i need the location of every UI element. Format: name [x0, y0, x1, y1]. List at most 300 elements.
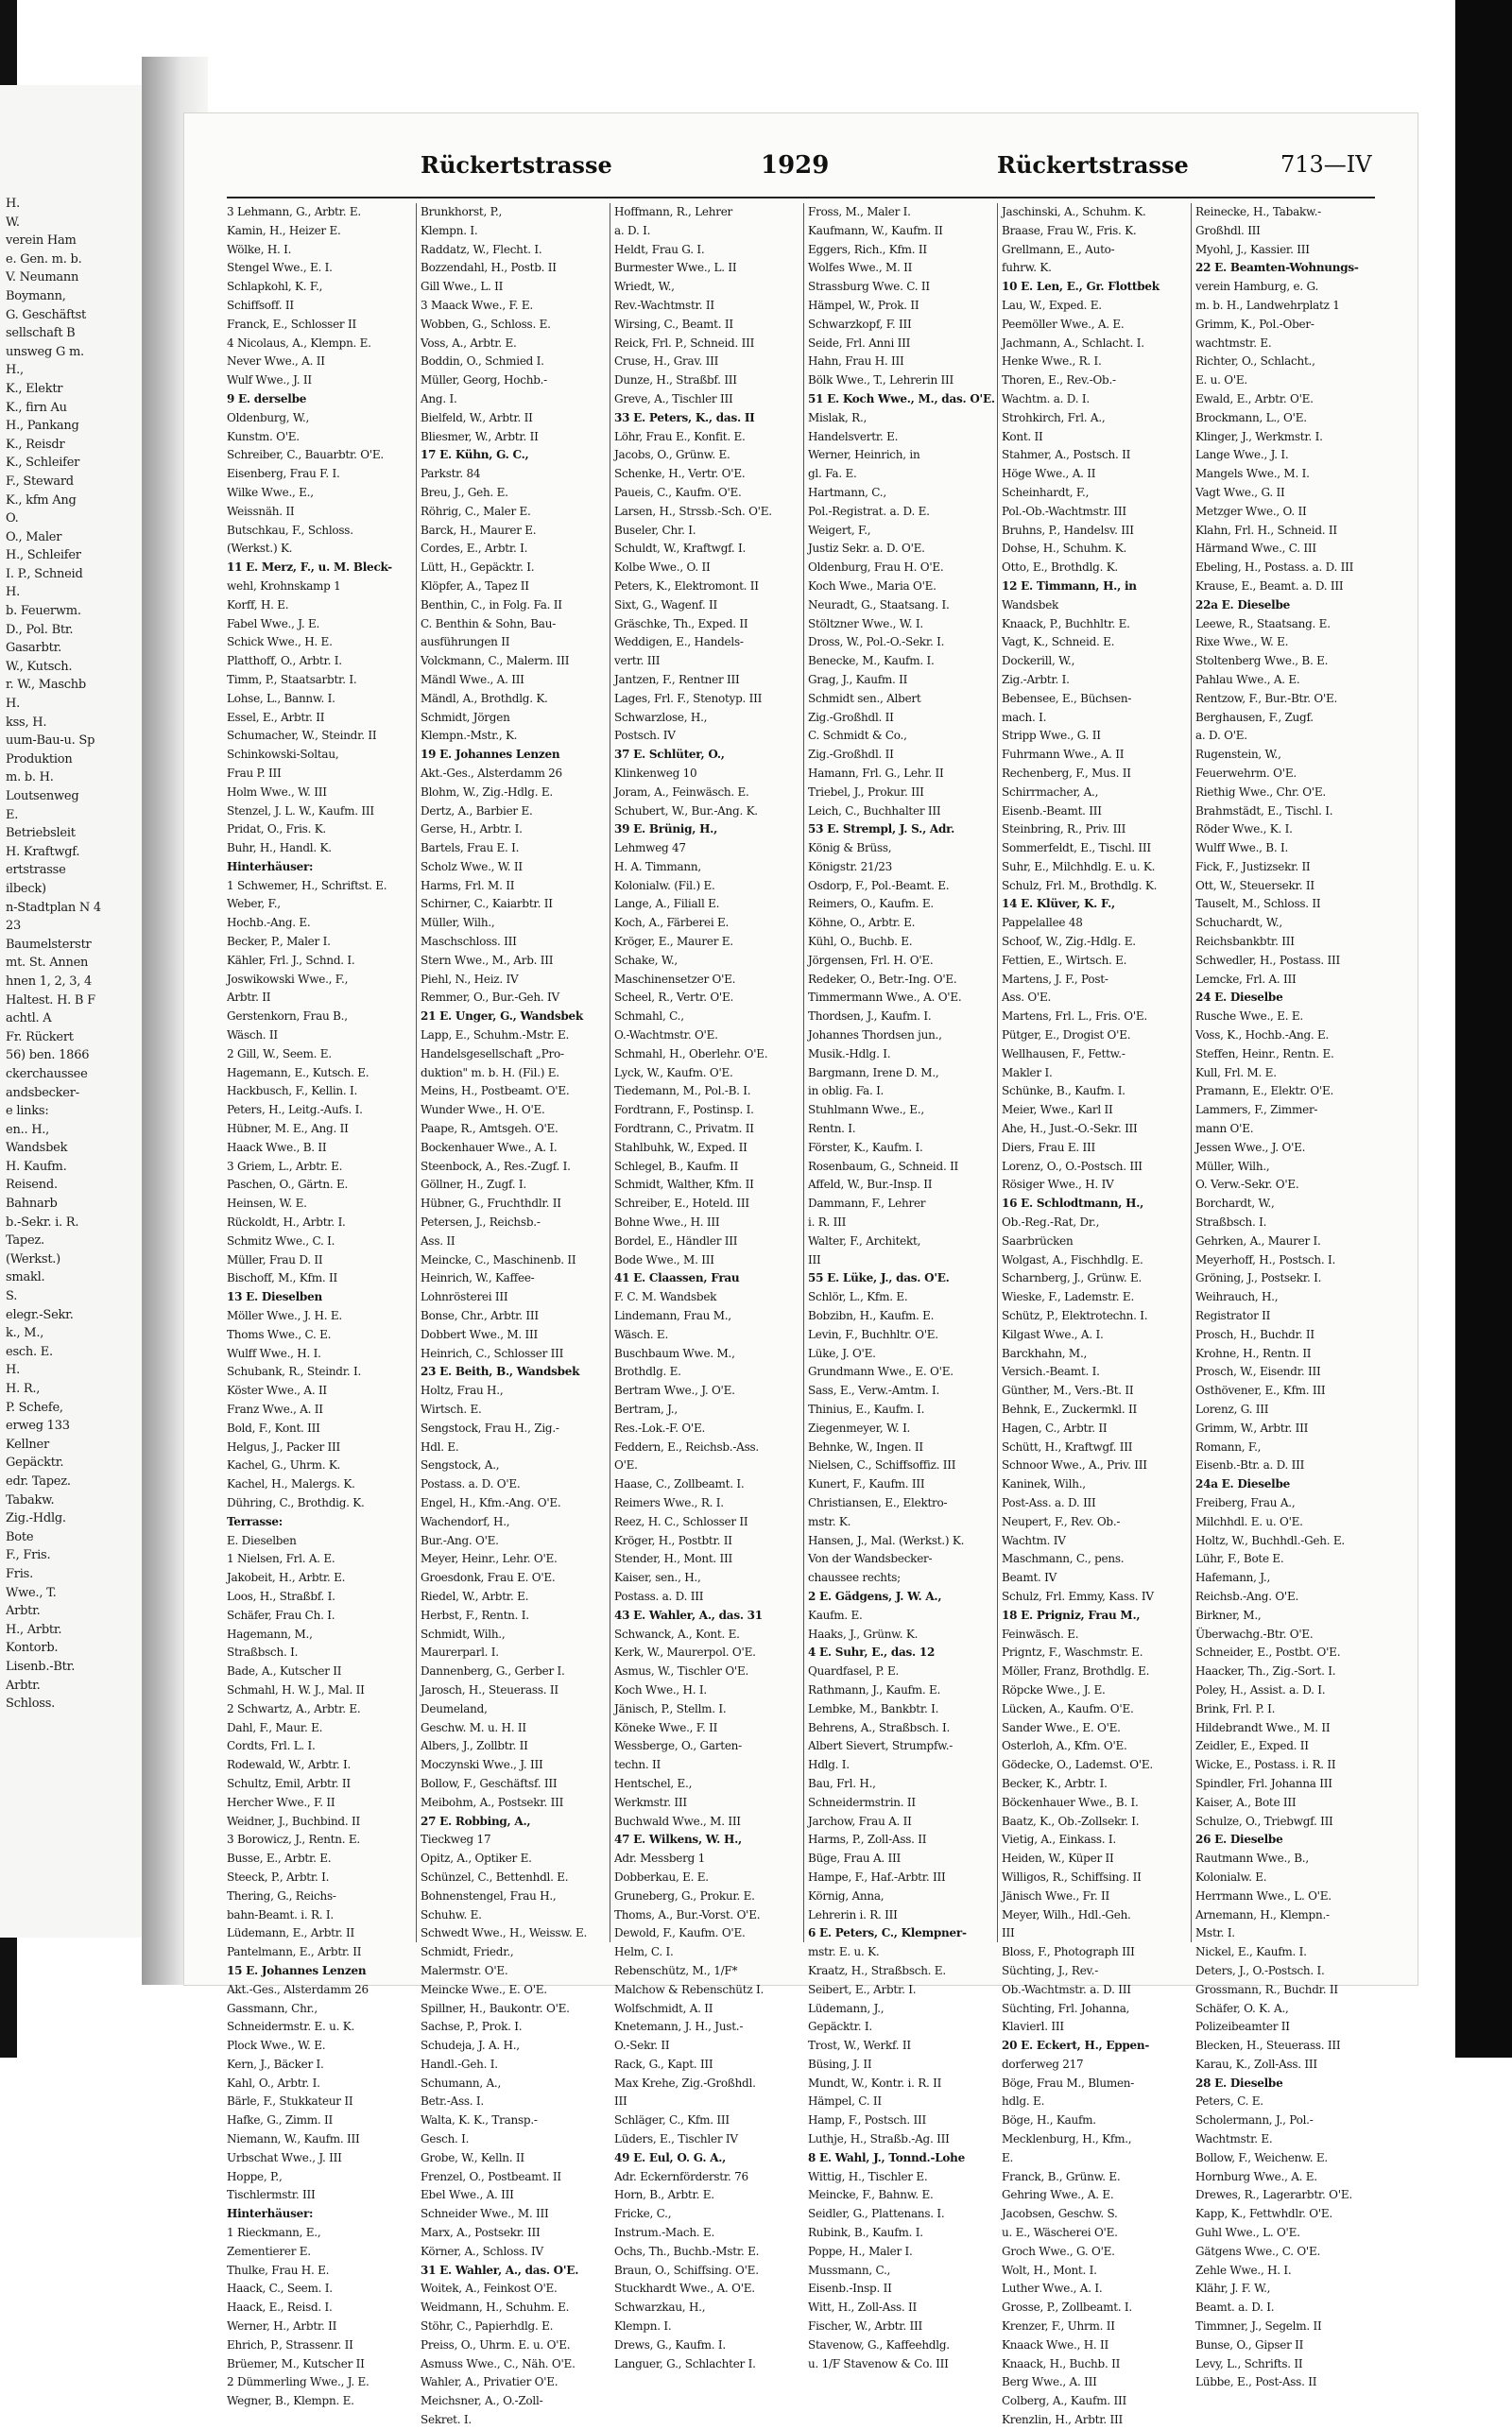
- directory-entry: Sander Wwe., E. O'E.: [1002, 1720, 1121, 1734]
- directory-entry: Diers, Frau E. III: [1002, 1140, 1095, 1154]
- directory-entry: Jänisch, P., Stellm. I.: [614, 1701, 727, 1715]
- directory-entry: 27 E. Robbing, A.,: [421, 1814, 531, 1828]
- directory-entry: Rentzow, F., Bur.-Btr. O'E.: [1195, 691, 1338, 705]
- left-page-line: unsweg G m.: [6, 344, 84, 359]
- directory-entry: Lemcke, Frl. A. III: [1195, 972, 1297, 986]
- directory-entry: Schäfer, Frau Ch. I.: [227, 1608, 335, 1622]
- directory-entry: Vagt, K., Schneid. E.: [1002, 635, 1115, 649]
- directory-entry: Haack, C., Seem. I.: [227, 2282, 333, 2296]
- directory-entry: Klinkenweg 10: [614, 766, 697, 780]
- directory-entry: Weidmann, H., Schuhm. E.: [421, 2301, 570, 2315]
- column-5: [1002, 203, 1186, 2427]
- directory-entry: Burmester Wwe., L. II: [614, 261, 737, 275]
- directory-entry: Tauselt, M., Schloss. II: [1195, 897, 1321, 911]
- directory-entry: Schwarzkau, H.,: [614, 2301, 706, 2315]
- directory-entry: Bozzendahl, H., Postb. II: [421, 261, 557, 275]
- directory-entry: Müller, Frau D. II: [227, 1252, 323, 1267]
- directory-entry: Wriedt, W.,: [614, 280, 675, 294]
- directory-entry: Kaufm. E.: [808, 1608, 863, 1622]
- directory-entry: Nielsen, C., Schiffsoffiz. III: [808, 1458, 956, 1473]
- directory-entry: Post-Ass. a. D. III: [1002, 1495, 1096, 1509]
- directory-entry: Kahl, O., Arbtr. I.: [227, 2076, 320, 2090]
- directory-entry: Wegner, B., Klempn. E.: [227, 2394, 354, 2408]
- directory-entry: dorferweg 217: [1002, 2057, 1084, 2071]
- directory-entry: Volckmann, C., Malerm. III: [421, 654, 570, 668]
- directory-entry: Handelsgesellschaft „Pro-: [421, 1046, 564, 1060]
- directory-entry: 1 Nielsen, Frl. A. E.: [227, 1552, 335, 1566]
- directory-entry: Reichsbankbtr. III: [1195, 935, 1295, 949]
- directory-entry: Stavenow, G., Kaffeehdlg.: [808, 2337, 950, 2352]
- directory-entry: Schneidermstr. E. u. K.: [227, 2020, 355, 2034]
- directory-entry: Cruse, H., Grav. III: [614, 354, 719, 369]
- left-page-line: H.: [6, 697, 20, 712]
- directory-entry: Berghausen, F., Zugf.: [1195, 710, 1314, 724]
- directory-entry: Voss, K., Hochb.-Ang. E.: [1195, 1028, 1330, 1043]
- directory-entry: Schirner, C., Kaiarbtr. II: [421, 897, 553, 911]
- directory-entry: Schmahl, C.,: [614, 1009, 684, 1024]
- directory-entry: Gehring Wwe., A. E.: [1002, 2188, 1114, 2202]
- left-page-line: I. P., Schneid: [6, 566, 83, 581]
- directory-entry: Schneider, E., Postbt. O'E.: [1195, 1646, 1341, 1660]
- directory-entry: Meincke, F., Bahnw. E.: [808, 2188, 934, 2202]
- left-page-line: Schloss.: [6, 1697, 56, 1712]
- directory-entry: Hartmann, C.,: [808, 485, 886, 499]
- directory-entry: 21 E. Unger, G., Wandsbek: [421, 1009, 583, 1024]
- directory-entry: Gräschke, Th., Exped. II: [614, 616, 748, 630]
- directory-entry: Cordts, Frl. L. I.: [227, 1739, 316, 1753]
- directory-entry: Röpcke Wwe., J. E.: [1002, 1682, 1106, 1697]
- directory-entry: Breu, J., Geh. E.: [421, 485, 508, 499]
- directory-entry: Korff, H. E.: [227, 597, 289, 612]
- directory-entry: Berg Wwe., A. III: [1002, 2375, 1097, 2389]
- directory-entry: ausführungen II: [421, 635, 510, 649]
- directory-entry: Maschinensetzer O'E.: [614, 972, 736, 986]
- directory-entry: Koch, A., Färberei E.: [614, 916, 730, 930]
- directory-entry: a. D. I.: [614, 223, 651, 237]
- directory-entry: Rösiger Wwe., H. IV: [1002, 1178, 1114, 1192]
- left-page-line: Baumelsterstr: [6, 937, 92, 952]
- directory-entry: Postass. a. D. III: [614, 1589, 704, 1603]
- directory-entry: Schmidt, Friedr.,: [421, 1945, 514, 1959]
- directory-entry: Hoffmann, R., Lehrer: [614, 205, 733, 218]
- directory-entry: Versich.-Beamt. I.: [1002, 1365, 1100, 1379]
- directory-entry: 16 E. Schlodtmann, H.,: [1002, 1197, 1144, 1211]
- directory-entry: Mislak, R.,: [808, 410, 868, 424]
- left-page-line: H.: [6, 197, 20, 211]
- directory-entry: Ass. O'E.: [1002, 991, 1052, 1005]
- directory-entry: Max Krehe, Zig.-Großhdl.: [614, 2076, 756, 2090]
- directory-entry: Büsing, J. II: [808, 2057, 872, 2071]
- directory-entry: Loos, H., Straßbf. I.: [227, 1589, 335, 1603]
- directory-entry: Meincke Wwe., E. O'E.: [421, 1982, 547, 1996]
- directory-entry: Schumacher, W., Steindr. II: [227, 729, 377, 743]
- left-page-line: Arbtr.: [6, 1678, 41, 1693]
- directory-entry: Myohl, J., Kassier. III: [1195, 242, 1310, 256]
- directory-entry: 4 E. Suhr, E., das. 12: [808, 1646, 936, 1660]
- directory-entry: techn. II: [614, 1758, 661, 1772]
- directory-entry: Knaack, P., Buchhltr. E.: [1002, 616, 1130, 630]
- directory-entry: Gerstenkorn, Frau B.,: [227, 1009, 348, 1024]
- directory-entry: Schake, W.,: [614, 953, 678, 967]
- directory-entry: Kern, J., Bäcker I.: [227, 2057, 324, 2071]
- directory-entry: 22a E. Dieselbe: [1195, 597, 1290, 612]
- directory-entry: Stöltzner Wwe., W. I.: [808, 616, 923, 630]
- directory-entry: C. Schmidt & Co.,: [808, 729, 907, 743]
- directory-entry: Geschw. M. u. H. II: [421, 1720, 526, 1734]
- directory-entry: Seidler, G., Plattenans. I.: [808, 2207, 945, 2221]
- page-header: [184, 151, 1418, 189]
- directory-entry: Arbtr. II: [227, 991, 271, 1005]
- directory-entry: Scharnberg, J., Grünw. E.: [1002, 1271, 1143, 1285]
- directory-entry: Sachse, P., Prok. I.: [421, 2020, 523, 2034]
- directory-entry: Ob.-Reg.-Rat, Dr.,: [1002, 1215, 1100, 1230]
- directory-entry: III: [1002, 1926, 1015, 1940]
- directory-entry: Postsch. IV: [614, 729, 676, 743]
- directory-entry: u. E., Wäscherei O'E.: [1002, 2226, 1118, 2240]
- directory-entry: 2 E. Gädgens, J. W. A.,: [808, 1589, 942, 1603]
- directory-entry: Milchhdl. E. u. O'E.: [1195, 1514, 1303, 1528]
- directory-entry: Bold, F., Kont. III: [227, 1421, 320, 1435]
- directory-entry: 19 E. Johannes Lenzen: [421, 748, 560, 762]
- directory-entry: Walter, F., Architekt,: [808, 1233, 921, 1248]
- directory-entry: Musik.-Hdlg. I.: [808, 1046, 891, 1060]
- directory-entry: Rubink, B., Kaufm. I.: [808, 2226, 923, 2240]
- left-page-line: ertstrasse: [6, 863, 66, 878]
- directory-entry: 3 Griem, L., Arbtr. E.: [227, 1159, 343, 1173]
- directory-entry: Justiz Sekr. a. D. O'E.: [808, 542, 925, 556]
- directory-entry: Buhr, H., Handl. K.: [227, 841, 332, 855]
- directory-entry: Hämpel, W., Prok. II: [808, 298, 919, 312]
- directory-entry: wehl, Krohnskamp 1: [227, 578, 341, 593]
- directory-entry: Hercher Wwe., F. II: [227, 1795, 335, 1809]
- directory-entry: Dertz, A., Barbier E.: [421, 803, 533, 818]
- directory-entry: Colberg, A., Kaufm. III: [1002, 2394, 1126, 2408]
- directory-entry: Dewold, F., Kaufm. O'E.: [614, 1926, 746, 1940]
- directory-entry: Jarosch, H., Steuerass. II: [421, 1682, 558, 1697]
- directory-entry: Wellhausen, F., Fettw.-: [1002, 1046, 1125, 1060]
- directory-entry: Meichsner, A., O.-Zoll-: [421, 2394, 543, 2408]
- directory-entry: Bockenhauer Wwe., A. I.: [421, 1140, 558, 1154]
- directory-entry: Leewe, R., Staatsang. E.: [1195, 616, 1331, 630]
- directory-entry: Schinkowski-Soltau,: [227, 748, 339, 762]
- column-divider: [803, 203, 804, 1942]
- directory-entry: 23 E. Beith, B., Wandsbek: [421, 1365, 580, 1379]
- left-page-line: H., Arbtr.: [6, 1622, 62, 1637]
- directory-entry: Lüke, J. O'E.: [808, 1346, 876, 1360]
- left-page-line: Produktion: [6, 751, 73, 767]
- directory-entry: Ochs, Th., Buchb.-Mstr. E.: [614, 2244, 760, 2258]
- directory-entry: 39 E. Brünig, H.,: [614, 822, 718, 836]
- left-page-line: k., M.,: [6, 1326, 44, 1341]
- directory-entry: Mangels Wwe., M. I.: [1195, 467, 1310, 481]
- directory-entry: 24a E. Dieselbe: [1195, 1477, 1290, 1491]
- column-1: [227, 203, 411, 2408]
- directory-entry: E. Dieselben: [227, 1533, 297, 1547]
- directory-entry: Ehrich, P., Strassenr. II: [227, 2337, 353, 2352]
- directory-entry: Dunze, H., Straßbf. III: [614, 373, 737, 388]
- directory-entry: Remmer, O., Bur.-Geh. IV: [421, 991, 559, 1005]
- directory-entry: H. A. Timmann,: [614, 859, 701, 873]
- directory-entry: Klähr, J. F. W.,: [1195, 2282, 1271, 2296]
- directory-entry: Feuerwehrm. O'E.: [1195, 766, 1297, 780]
- directory-entry: Grimm, W., Arbtr. III: [1195, 1421, 1309, 1435]
- directory-entry: 33 E. Peters, K., das. II: [614, 410, 755, 424]
- column-divider: [416, 203, 417, 1942]
- directory-entry: Hdlg. I.: [808, 1758, 850, 1772]
- directory-entry: Leich, C., Buchhalter III: [808, 803, 941, 818]
- left-page-line: H. Kraftwgf.: [6, 844, 80, 859]
- directory-entry: Schwedt Wwe., H., Weissw. E.: [421, 1926, 588, 1940]
- directory-entry: Schuhw. E.: [421, 1907, 482, 1922]
- directory-entry: Bau, Frl. H.,: [808, 1776, 876, 1790]
- directory-entry: Brothdlg. E.: [614, 1365, 681, 1379]
- directory-entry: Süchting, Frl. Johanna,: [1002, 2001, 1130, 2015]
- directory-entry: wachtmstr. E.: [1195, 336, 1272, 350]
- directory-entry: u. 1/F Stavenow & Co. III: [808, 2356, 949, 2370]
- directory-entry: Pridat, O., Fris. K.: [227, 822, 326, 836]
- directory-entry: Kühl, O., Buchb. E.: [808, 935, 913, 949]
- directory-entry: Malermstr. O'E.: [421, 1963, 508, 1977]
- directory-entry: Hübner, G., Fruchthdlr. II: [421, 1197, 561, 1211]
- left-page-line: W.: [6, 215, 20, 230]
- directory-entry: Strohkirch, Frl. A.,: [1002, 410, 1106, 424]
- directory-entry: 6 E. Peters, C., Klempner-: [808, 1926, 967, 1940]
- left-page-line: K., kfm Ang: [6, 492, 77, 508]
- left-page-line: Bahnarb: [6, 1197, 58, 1212]
- directory-entry: duktion" m. b. H. (Fil.) E.: [421, 1065, 559, 1079]
- directory-entry: Pantelmann, E., Arbtr. II: [227, 1945, 362, 1959]
- column-3: [614, 203, 799, 2370]
- directory-entry: Strassburg Wwe. C. II: [808, 280, 930, 294]
- directory-entry: Kamin, H., Heizer E.: [227, 223, 341, 237]
- directory-entry: Schlapkohl, K. F.,: [227, 280, 323, 294]
- directory-entry: Werner, H., Arbtr. II: [227, 2319, 337, 2334]
- directory-entry: Never Wwe., A. II: [227, 354, 325, 369]
- directory-entry: Zig.-Großhdl. II: [808, 710, 894, 724]
- directory-entry: Meincke, C., Maschinenb. II: [421, 1252, 576, 1267]
- directory-entry: Buchwald Wwe., M. III: [614, 1814, 741, 1828]
- directory-entry: Klöpfer, A., Tapez II: [421, 578, 529, 593]
- directory-entry: Platthoff, O., Arbtr. I.: [227, 654, 342, 668]
- directory-entry: Bischoff, M., Kfm. II: [227, 1271, 337, 1285]
- directory-entry: Greve, A., Tischler III: [614, 391, 733, 405]
- directory-entry: Pol.-Ob.-Wachtmstr. III: [1002, 504, 1126, 518]
- directory-entry: Essel, E., Arbtr. II: [227, 710, 325, 724]
- directory-entry: Stengel Wwe., E. I.: [227, 261, 333, 275]
- directory-entry: Schütz, P., Elektrotechn. I.: [1002, 1309, 1148, 1323]
- directory-entry: 43 E. Wahler, A., das. 31: [614, 1608, 763, 1622]
- directory-entry: Lapp, E., Schuhm.-Mstr. E.: [421, 1028, 570, 1043]
- directory-entry: Groch Wwe., G. O'E.: [1002, 2244, 1115, 2258]
- directory-entry: verein Hamburg, e. G.: [1195, 280, 1319, 294]
- directory-entry: Boddin, O., Schmied I.: [421, 354, 544, 369]
- directory-entry: Fick, F., Justizsekr. II: [1195, 859, 1311, 873]
- left-page-line: e. Gen. m. b.: [6, 251, 82, 267]
- directory-entry: Jacobsen, Geschw. S.: [1002, 2207, 1118, 2221]
- directory-entry: Lorenz, O., O.-Postsch. III: [1002, 1159, 1143, 1173]
- directory-entry: Lücken, A., Kaufm. O'E.: [1002, 1701, 1134, 1715]
- directory-entry: Kraatz, H., Straßbsch. E.: [808, 1963, 946, 1977]
- left-page-line: Zig.-Hdlg.: [6, 1511, 66, 1526]
- directory-entry: Raddatz, W., Flecht. I.: [421, 242, 542, 256]
- directory-entry: Becker, P., Maler I.: [227, 935, 331, 949]
- directory-entry: Hahn, Frau H. III: [808, 354, 904, 369]
- directory-entry: Meibohm, A., Postsekr. III: [421, 1795, 564, 1809]
- directory-entry: Romann, F.,: [1195, 1439, 1262, 1454]
- directory-entry: Wilke Wwe., E.,: [227, 485, 314, 499]
- directory-entry: Harms, Frl. M. II: [421, 878, 515, 892]
- directory-entry: Fross, M., Maler I.: [808, 205, 911, 218]
- directory-entry: Levin, F., Buchhltr. O'E.: [808, 1327, 938, 1341]
- directory-entry: Benthin, C., in Folg. Fa. II: [421, 597, 562, 612]
- directory-entry: Schudeja, J. A. H.,: [421, 2039, 520, 2053]
- directory-entry: Lammers, F., Zimmer-: [1195, 1103, 1318, 1117]
- directory-entry: Stahmer, A., Postsch. II: [1002, 448, 1131, 462]
- directory-entry: Drewes, R., Lagerarbtr. O'E.: [1195, 2188, 1352, 2202]
- directory-entry: Hdl. E.: [421, 1439, 459, 1454]
- directory-entry: Ziegenmeyer, W. I.: [808, 1421, 911, 1435]
- directory-entry: Wachtm. a. D. I.: [1002, 391, 1090, 405]
- directory-entry: Pahlau Wwe., A. E.: [1195, 672, 1300, 686]
- directory-entry: Schubert, W., Bur.-Ang. K.: [614, 803, 758, 818]
- directory-entry: Spindler, Frl. Johanna III: [1195, 1776, 1332, 1790]
- directory-entry: Otto, E., Brothdlg. K.: [1002, 560, 1118, 575]
- left-page-line: Gepäcktr.: [6, 1456, 64, 1471]
- directory-entry: Paueis, C., Kaufm. O'E.: [614, 485, 742, 499]
- left-page-line: Boymann,: [6, 288, 66, 303]
- directory-entry: Schmidt, Jörgen: [421, 710, 510, 724]
- directory-entry: Thulke, Frau H. E.: [227, 2263, 330, 2277]
- directory-entry: Frau P. III: [227, 766, 282, 780]
- directory-entry: Hochb.-Ang. E.: [227, 916, 311, 930]
- directory-entry: Grossmann, R., Buchdr. II: [1195, 1982, 1338, 1996]
- directory-entry: Prosch, W., Eisendr. III: [1195, 1365, 1321, 1379]
- directory-entry: Neupert, F., Rev. Ob.-: [1002, 1514, 1121, 1528]
- directory-entry: Drews, G., Kaufm. I.: [614, 2337, 726, 2352]
- directory-entry: Büge, Frau A. III: [808, 1852, 901, 1866]
- directory-entry: Gruneberg, G., Prokur. E.: [614, 1888, 755, 1903]
- directory-entry: O.-Wachtmstr. O'E.: [614, 1028, 718, 1043]
- directory-entry: Königstr. 21/23: [808, 859, 892, 873]
- directory-entry: Krenzer, F., Uhrm. II: [1002, 2319, 1115, 2334]
- directory-entry: Wirsing, C., Beamt. II: [614, 317, 733, 331]
- left-page-line: m. b. H.: [6, 770, 54, 785]
- directory-entry: Kunert, F., Kaufm. III: [808, 1477, 925, 1491]
- directory-entry: Pol.-Registrat. a. D. E.: [808, 504, 930, 518]
- directory-entry: 1 Schwemer, H., Schriftst. E.: [227, 878, 387, 892]
- directory-entry: Sass, E., Verw.-Amtm. I.: [808, 1384, 940, 1398]
- directory-entry: Grobe, W., Kelln. II: [421, 2150, 524, 2164]
- directory-entry: Affeld, W., Bur.-Insp. II: [808, 1178, 933, 1192]
- directory-entry: Ahe, H., Just.-O.-Sekr. III: [1002, 1122, 1138, 1136]
- directory-entry: Deumeland,: [421, 1701, 488, 1715]
- directory-entry: Sommerfeldt, E., Tischl. III: [1002, 841, 1151, 855]
- directory-entry: Hagemann, E., Kutsch. E.: [227, 1065, 369, 1079]
- directory-entry: Dobbert Wwe., M. III: [421, 1327, 538, 1341]
- directory-entry: Arnemann, H., Klempn.-: [1195, 1907, 1330, 1922]
- directory-entry: Schenke, H., Vertr. O'E.: [614, 467, 746, 481]
- directory-entry: 14 E. Klüver, K. F.,: [1002, 897, 1115, 911]
- left-page-line: hnen 1, 2, 3, 4: [6, 974, 93, 989]
- directory-entry: Vietig, A., Einkass. I.: [1002, 1833, 1116, 1847]
- directory-entry: Haase, C., Zollbeamt. I.: [614, 1477, 745, 1491]
- directory-entry: Makler I.: [1002, 1065, 1053, 1079]
- left-page-line: K., Reisdr: [6, 437, 65, 452]
- directory-entry: Lüders, E., Tischler IV: [614, 2132, 738, 2146]
- directory-entry: Nickel, E., Kaufm. I.: [1195, 1945, 1307, 1959]
- directory-entry: Reez, H. C., Schlosser II: [614, 1514, 748, 1528]
- directory-entry: Peemöller Wwe., A. E.: [1002, 317, 1125, 331]
- directory-entry: Eggers, Rich., Kfm. II: [808, 242, 927, 256]
- directory-entry: Kunstm. O'E.: [227, 429, 300, 443]
- left-page-line: Kontorb.: [6, 1641, 59, 1656]
- left-page-line: smakl.: [6, 1270, 45, 1285]
- directory-entry: Hinterhäuser:: [227, 859, 314, 873]
- directory-entry: Überwachg.-Btr. O'E.: [1195, 1627, 1314, 1641]
- directory-entry: Freiberg, Frau A.,: [1195, 1495, 1296, 1509]
- directory-entry: Kaiser, A., Bote III: [1195, 1795, 1297, 1809]
- directory-entry: Bunse, O., Gipser II: [1195, 2337, 1304, 2352]
- directory-entry: Schlör, L., Kfm. E.: [808, 1290, 908, 1304]
- directory-entry: 3 Maack Wwe., F. E.: [421, 298, 533, 312]
- street-title-left: Rückertstrasse: [421, 151, 612, 179]
- directory-entry: Straßbsch. I.: [1195, 1215, 1267, 1230]
- directory-entry: Rusche Wwe., E. E.: [1195, 1009, 1303, 1024]
- directory-entry: Ott, W., Steuersekr. II: [1195, 878, 1314, 892]
- directory-entry: Sengstock, Frau H., Zig.-: [421, 1421, 559, 1435]
- directory-entry: E. u. O'E.: [1195, 373, 1247, 388]
- directory-entry: Reimers Wwe., R. I.: [614, 1495, 724, 1509]
- directory-entry: Schick Wwe., H. E.: [227, 635, 333, 649]
- directory-entry: Kröger, H., Postbtr. II: [614, 1533, 732, 1547]
- directory-entry: Bohne Wwe., H. III: [614, 1215, 720, 1230]
- directory-entry: Günther, M., Vers.-Bt. II: [1002, 1384, 1134, 1398]
- directory-entry: Schirrmacher, A.,: [1002, 784, 1099, 799]
- directory-entry: gl. Fa. E.: [808, 467, 857, 481]
- directory-entry: Stern Wwe., M., Arb. III: [421, 953, 554, 967]
- directory-entry: Plock Wwe., W. E.: [227, 2039, 326, 2053]
- directory-entry: Stuckhardt Wwe., A. O'E.: [614, 2282, 755, 2296]
- directory-entry: Jaschinski, A., Schuhm. K.: [1002, 205, 1146, 218]
- directory-entry: Parkstr. 84: [421, 467, 481, 481]
- left-page-line: Loutsenweg: [6, 789, 79, 803]
- left-page-line: H., Pankang: [6, 419, 79, 434]
- directory-entry: Jachmann, A., Schlacht. I.: [1002, 336, 1144, 350]
- directory-entry: Hagemann, M.,: [227, 1627, 313, 1641]
- directory-entry: Malchow & Rebenschütz I.: [614, 1982, 765, 1996]
- directory-entry: Klempn.-Mstr., K.: [421, 729, 518, 743]
- directory-entry: Trost, W., Werkf. II: [808, 2039, 911, 2053]
- directory-entry: Prosch, H., Buchdr. II: [1195, 1327, 1314, 1341]
- directory-entry: Schulze, O., Triebwgf. III: [1195, 1814, 1333, 1828]
- directory-entry: Bohnenstengel, Frau H.,: [421, 1888, 557, 1903]
- year-title: 1929: [761, 151, 830, 180]
- left-page-line: r. W., Maschb: [6, 678, 86, 693]
- directory-entry: Engel, H., Kfm.-Ang. O'E.: [421, 1495, 561, 1509]
- directory-entry: Lütt, H., Gepäcktr. I.: [421, 560, 535, 575]
- directory-entry: Rathmann, J., Kaufm. E.: [808, 1682, 941, 1697]
- left-page-line: uum-Bau-u. Sp: [6, 733, 95, 749]
- left-page-line: K., firn Au: [6, 400, 67, 415]
- left-page-line: E.: [6, 807, 19, 822]
- directory-entry: Helm, C. I.: [614, 1945, 674, 1959]
- directory-entry: Schuldt, W., Kraftwgf. I.: [614, 542, 747, 556]
- directory-entry: Braun, O., Schiffsing. O'E.: [614, 2263, 759, 2277]
- directory-entry: Triebel, J., Prokur. III: [808, 784, 924, 799]
- directory-entry: Jessen Wwe., J. O'E.: [1195, 1140, 1306, 1154]
- directory-entry: Maschmann, C., pens.: [1002, 1552, 1125, 1566]
- left-page-line: e links:: [6, 1104, 49, 1119]
